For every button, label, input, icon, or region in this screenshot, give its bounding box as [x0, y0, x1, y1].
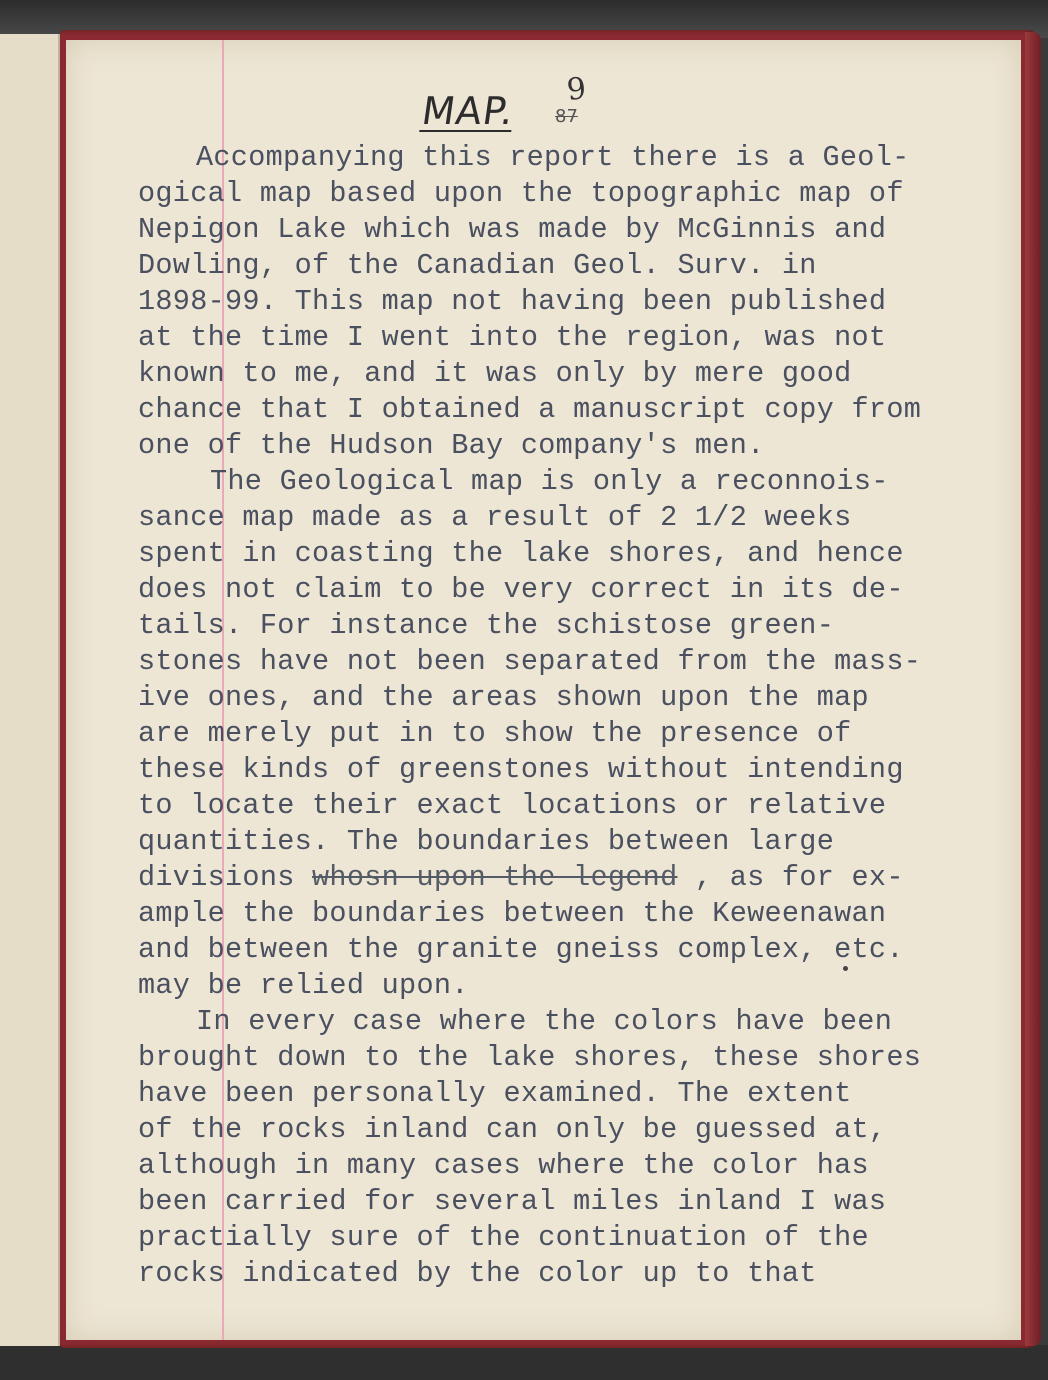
text-line: these kinds of greenstones without intending [138, 753, 904, 786]
text-line: sance map made as a result of 2 1/2 weeks [138, 501, 852, 534]
text-line: ample the boundaries between the Keweenawan [138, 897, 887, 930]
page-number: 9 [565, 71, 588, 108]
text-line: one of the Hudson Bay company's men. [138, 429, 765, 462]
text-line: ogical map based upon the topographic map of [138, 177, 904, 210]
text-line: quantities. The boundaries between large [138, 825, 835, 858]
struck-out-text: whosn upon the legend [312, 861, 678, 894]
text-line: spent in coasting the lake shores, and hence [138, 537, 904, 570]
text-line: In every case where the colors have been [196, 1005, 893, 1038]
struck-page-number: 87 [555, 106, 578, 127]
text-line: been carried for several miles inland I was [138, 1185, 887, 1218]
text-line: are merely put in to show the presence of [138, 717, 852, 750]
ink-dot [843, 966, 848, 971]
text-line: stones have not been separated from the mass- [138, 645, 922, 678]
text-line: rocks indicated by the color up to that [138, 1257, 817, 1290]
text-line [138, 860, 904, 896]
text-line: to locate their exact locations or relative [138, 789, 887, 822]
text-line: does not claim to be very correct in its de- [138, 573, 904, 606]
text-line: of the rocks inland can only be guessed at, [138, 1113, 887, 1146]
text-line: and between the granite gneiss complex, etc. [138, 933, 904, 966]
text-line: although in many cases where the color has [138, 1149, 869, 1182]
text-line: Accompanying this report there is a Geol- [196, 141, 910, 174]
text-line: brought down to the lake shores, these shores [138, 1041, 922, 1074]
text-line: known to me, and it was only by mere good [138, 357, 852, 390]
text-line: have been personally examined. The extent [138, 1077, 852, 1110]
text-line: at the time I went into the region, was not [138, 321, 887, 354]
text-line: chance that I obtained a manuscript copy from [138, 393, 922, 426]
text-line: Dowling, of the Canadian Geol. Surv. in [138, 249, 817, 282]
text-line: ive ones, and the areas shown upon the map [138, 681, 869, 714]
text-line: may be relied upon. [138, 969, 469, 1002]
text-line: 1898-99. This map not having been published [138, 285, 887, 318]
text-line: tails. For instance the schistose green- [138, 609, 835, 642]
text-line: The Geological map is only a reconnois- [210, 465, 889, 498]
page-heading: MAP. [419, 89, 518, 133]
text-fragment: , as for ex- [694, 861, 904, 894]
text-line: Nepigon Lake which was made by McGinnis and [138, 213, 887, 246]
text-fragment: divisions [138, 861, 295, 894]
text-line: practially sure of the continuation of the [138, 1221, 869, 1254]
